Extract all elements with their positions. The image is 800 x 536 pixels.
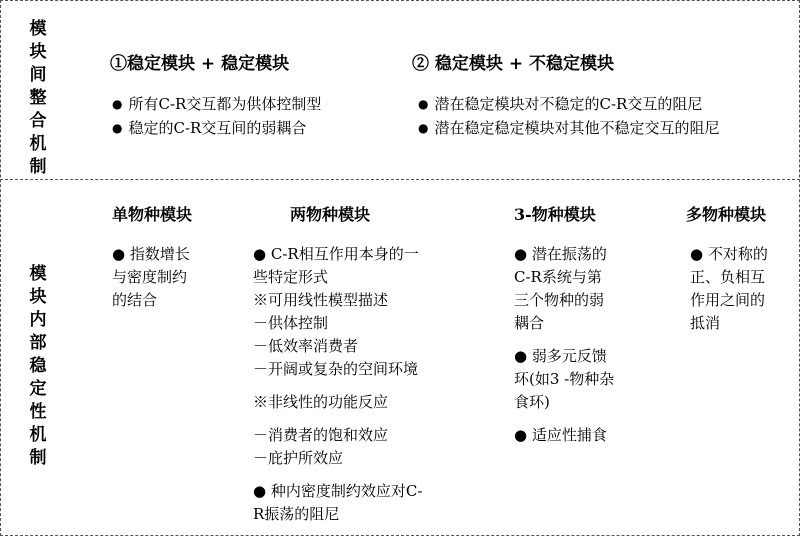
text-line: ● 种内密度制约效应对C- (253, 482, 423, 500)
text-line: 耦合 (514, 314, 545, 332)
text-line: 正、负相互 (690, 268, 766, 286)
text-line: ● 潜在振荡的 (514, 245, 607, 263)
three-species-heading: 3-物种模块 (514, 205, 596, 224)
text-line: －庇护所效应 (253, 449, 344, 467)
text-line: ● 弱多元反馈 (514, 347, 607, 365)
text-line: －消费者的饱和效应 (253, 426, 389, 444)
stable-unstable-title: ② 稳定模块 + 不稳定模块 (412, 54, 614, 74)
integration-section-label: 模块间整合机制 (29, 19, 47, 177)
text-line: R振荡的阻尼 (253, 505, 340, 523)
multi-species-heading: 多物种模块 (686, 205, 767, 224)
three-species-content (514, 243, 614, 447)
text-line: 作用之间的 (690, 291, 766, 309)
text-line: ※可用线性模型描述 (253, 291, 389, 309)
text-line: ※非线性的功能反应 (253, 393, 389, 411)
list-item: ● 稳定的C-R交互间的弱耦合 (112, 119, 307, 137)
single-species-heading: 单物种模块 (112, 205, 193, 224)
section-divider (0, 179, 800, 180)
text-line: ● 适应性捕食 (514, 426, 607, 444)
text-line: ● 指数增长 (112, 245, 190, 263)
two-species-heading: 两物种模块 (290, 205, 371, 224)
list-item: ● 潜在稳定模块对不稳定的C-R交互的阻尼 (418, 95, 703, 113)
text-line: ● 不对称的 (690, 245, 768, 263)
stability-section-label: 模块内部稳定性机制 (29, 264, 47, 468)
list-item: ● 所有C-R交互都为供体控制型 (112, 95, 322, 113)
multi-species-content (690, 243, 768, 335)
stable-stable-title: ①稳定模块 + 稳定模块 (110, 54, 290, 74)
bullet-icon: ● (418, 97, 429, 111)
single-species-content (112, 243, 190, 312)
bullet-icon: ● (112, 121, 123, 135)
text-line: C-R系统与第 (514, 268, 602, 286)
text-line: 些特定形式 (253, 268, 329, 286)
bullet-icon: ● (418, 121, 429, 135)
stable-unstable-bullets (418, 93, 720, 141)
text-line: 与密度制约 (112, 268, 188, 286)
list-item: ● 潜在稳定稳定模块对其他不稳定交互的阻尼 (418, 119, 720, 137)
text-line: －开阔或复杂的空间环境 (253, 360, 419, 378)
bullet-icon: ● (112, 97, 123, 111)
text-line: 食环) (514, 393, 550, 411)
text-line: ● C-R相互作用本身的一 (253, 245, 419, 263)
two-species-content (253, 243, 422, 526)
stable-stable-bullets (112, 93, 321, 141)
text-line: 抵消 (690, 314, 721, 332)
text-line: －低效率消费者 (253, 337, 359, 355)
text-line: 三个物种的弱 (514, 291, 605, 309)
text-line: －供体控制 (253, 314, 329, 332)
text-line: 的结合 (112, 291, 158, 309)
text-line: 环(如3 -物种杂 (514, 370, 615, 388)
